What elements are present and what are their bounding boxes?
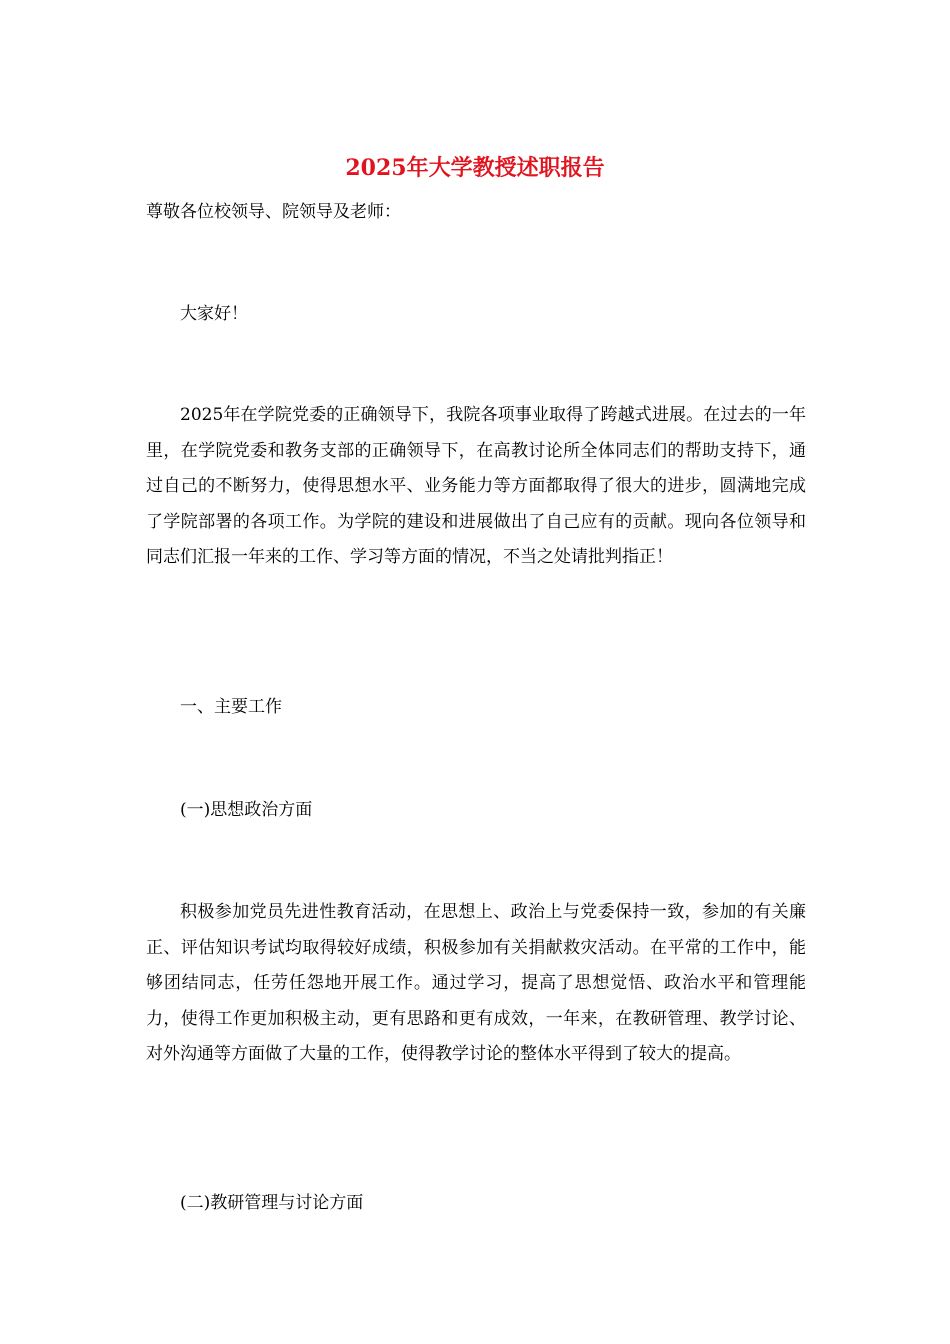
greeting: 大家好！ [180, 304, 248, 324]
section-heading-main-work: 一、主要工作 [180, 697, 282, 717]
subsection-heading-politics: (一)思想政治方面 [180, 800, 313, 820]
politics-paragraph: 积极参加党员先进性教育活动，在思想上、政治上与党委保持一致，参加的有关廉正、评估知识考试均取得较好成绩，积极参加有关捐献救灾活动。在平常的工作中，能够团结同志，任劳任怨地开展工作。通过学习，提高了思想觉悟、政治水平和管理能力，使得工作更加积极主动，更有思路和更有成效，一年来，在教研管理、教学讨论、对外沟通等方面做了大量的工作，使得教学讨论的整体水平得到了较大的提高。 [146, 902, 806, 1064]
document-title: 2025年大学教授述职报告 [345, 155, 605, 181]
salutation: 尊敬各位校领导、院领导及老师： [146, 202, 401, 222]
subsection-heading-research-management: (二)教研管理与讨论方面 [180, 1193, 364, 1213]
intro-paragraph: 2025年在学院党委的正确领导下，我院各项事业取得了跨越式进展。在过去的一年里，在学院党委和教务支部的正确领导下，在高教讨论所全体同志们的帮助支持下，通过自己的不断努力，使得思想水平、业务能力等方面都取得了很大的进步，圆满地完成了学院部署的各项工作。为学院的建设和进展做出了自己应有的贡献。现向各位领导和同志们汇报一年来的工作、学习等方面的情况，不当之处请批判指正！ [146, 405, 806, 567]
